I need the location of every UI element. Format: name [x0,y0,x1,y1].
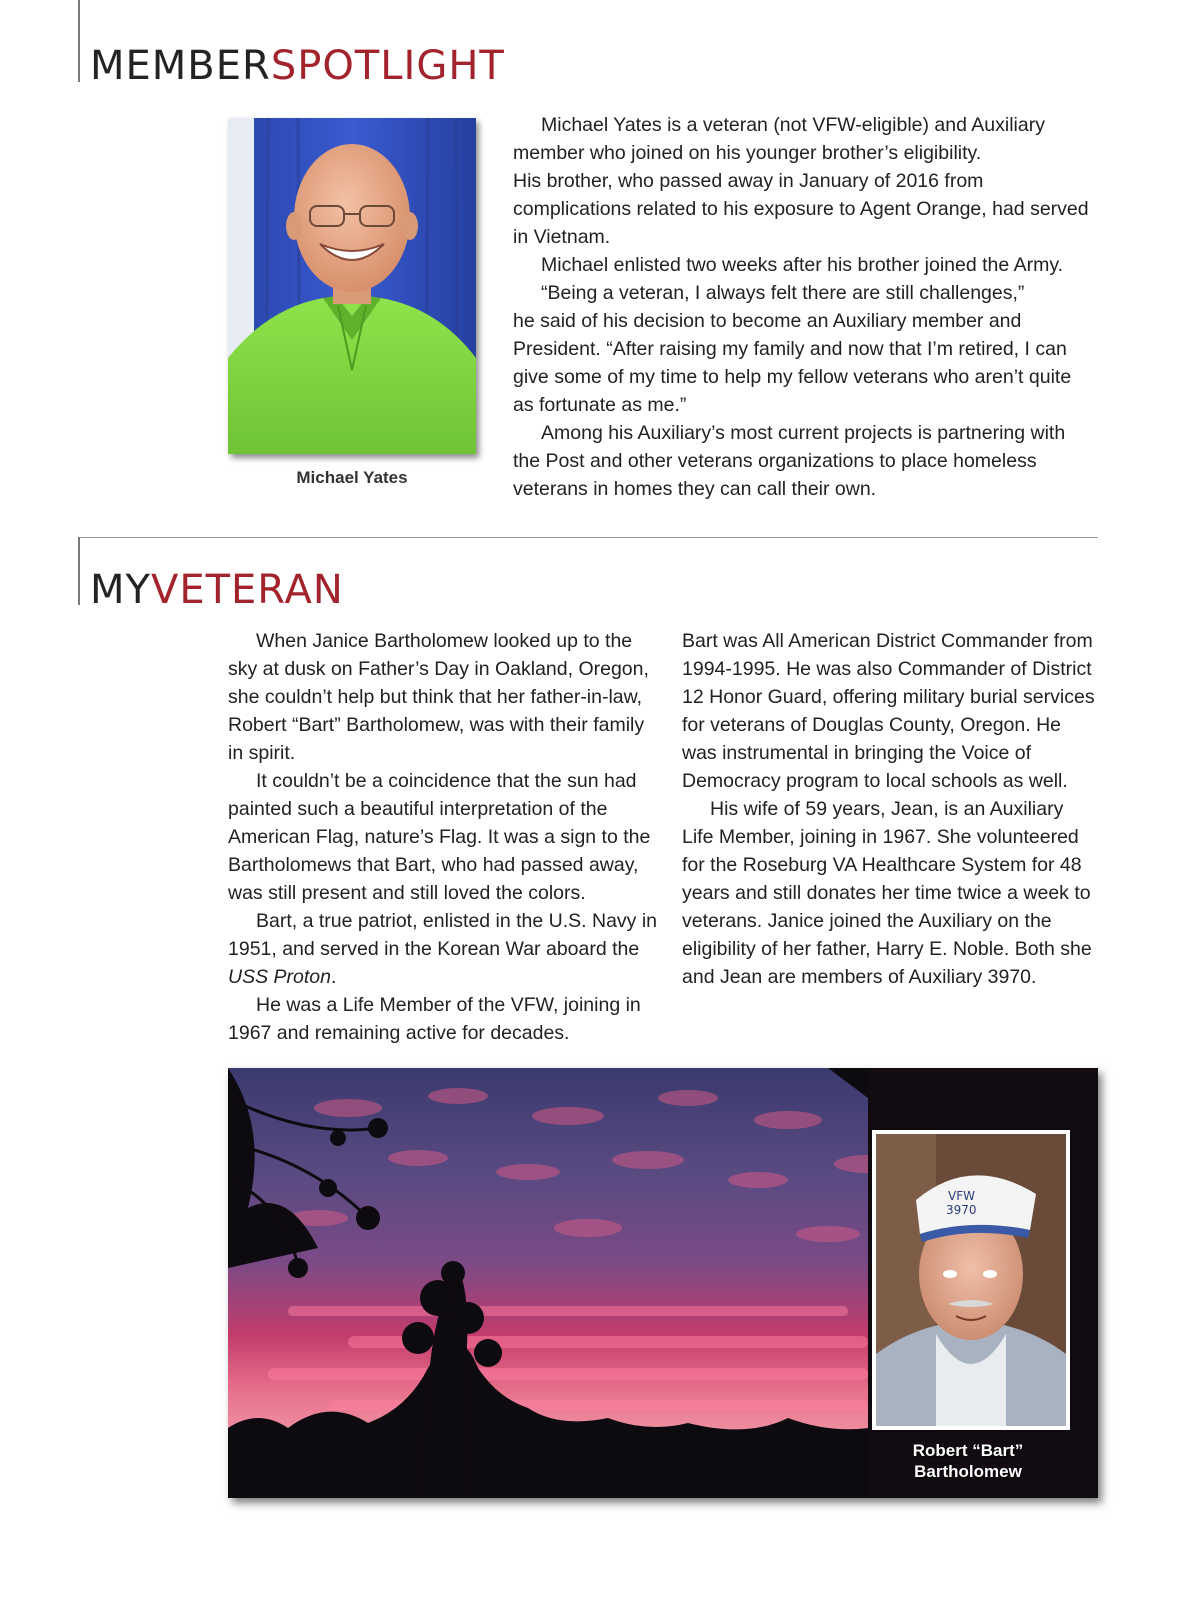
photo-caption: Michael Yates [296,468,408,487]
michael-yates-photo [228,118,476,454]
bart-portrait-illustration [876,1134,1066,1426]
inset-caption [868,1440,1068,1482]
veteran-paragraph [228,907,660,991]
bart-bartholomew-photo [872,1130,1070,1430]
spotlight-section-rule [78,0,80,82]
sunset-flag-photo [228,1068,1098,1498]
heading-part-member: MEMBER [90,43,271,89]
spotlight-paragraph: Among his Auxiliary’s most current projects is partnering with the Post and other veterans organizations to place homeless veterans in homes they can call their own. [513,422,1066,500]
heading-part-veteran: VETERAN [150,567,344,613]
inset-caption-line: Bartholomew [914,1462,1022,1481]
spotlight-paragraph: Michael Yates is a veteran (not VFW-eligible) and Auxiliary member who joined on his younger brother’s eligibility. [513,114,1045,164]
veteran-paragraph: It couldn’t be a coincidence that the sun had painted such a beautiful interpretation of the American Flag, nature’s Flag. It was a sign to the Bartholomews that Bart, who had passed away, was still present and still loved the colors. [228,770,651,904]
veteran-paragraph: His wife of 59 years, Jean, is an Auxiliary Life Member, joining in 1967. She volunteered for the Roseburg VA Healthcare System for 48 years and still donates her time twice a week to veterans. Janice joined the Auxiliary on the eligibility of her father, Harry E. Noble. Both she and Jean are members of Auxiliary 3970. [682,798,1092,988]
ship-name: USS Proton [228,966,331,988]
text-run: . [330,966,337,988]
heading-part-my: MY [90,567,151,613]
veteran-section-rule [78,537,80,605]
veteran-paragraph: He was a Life Member of the VFW, joining in 1967 and remaining active for decades. [228,994,641,1044]
inset-caption-line: Robert “Bart” [912,1441,1024,1460]
spotlight-paragraph: “Being a veteran, I always felt there are still challenges,” [541,282,1025,304]
veteran-paragraph: When Janice Bartholomew looked up to the sky at dusk on Father’s Day in Oakland, Oregon, she couldn’t help but think that her father-in-law, Robert “Bart” Bartholomew, was with their family in spirit. [228,630,649,764]
veteran-column-2 [682,627,1096,991]
spotlight-article [513,111,1093,503]
veteran-section-top-rule [78,537,1098,538]
text-run: Bart, a true patriot, enlisted in the U.S. Navy in 1951, and served in the Korean War aboard the [228,910,658,960]
spotlight-paragraph: Michael enlisted two weeks after his brother joined the Army. [541,254,1064,276]
member-spotlight-heading [90,43,505,89]
cap-text-post: 3970 [946,1203,977,1217]
spotlight-paragraph: he said of his decision to become an Auxiliary member and President. “After raising my family and now that I’m retired, I can give some of my time to help my fellow veterans who aren’t quite as fortunate as me.” [513,310,1072,416]
michael-yates-portrait-illustration [228,118,476,454]
heading-part-spotlight: SPOTLIGHT [270,43,505,89]
veteran-column-1 [228,627,660,1047]
my-veteran-heading [90,567,344,613]
veteran-paragraph: Bart was All American District Commander from 1994-1995. He was also Commander of District 12 Honor Guard, offering military burial services for veterans of Douglas County, Oregon. He was instrumental in bringing the Voice of Democracy program to local schools as well. [682,630,1095,792]
cap-text-vfw: VFW [948,1189,975,1203]
spotlight-paragraph: His brother, who passed away in January of 2016 from complications related to his exposure to Agent Orange, had served in Vietnam. [513,170,1089,248]
